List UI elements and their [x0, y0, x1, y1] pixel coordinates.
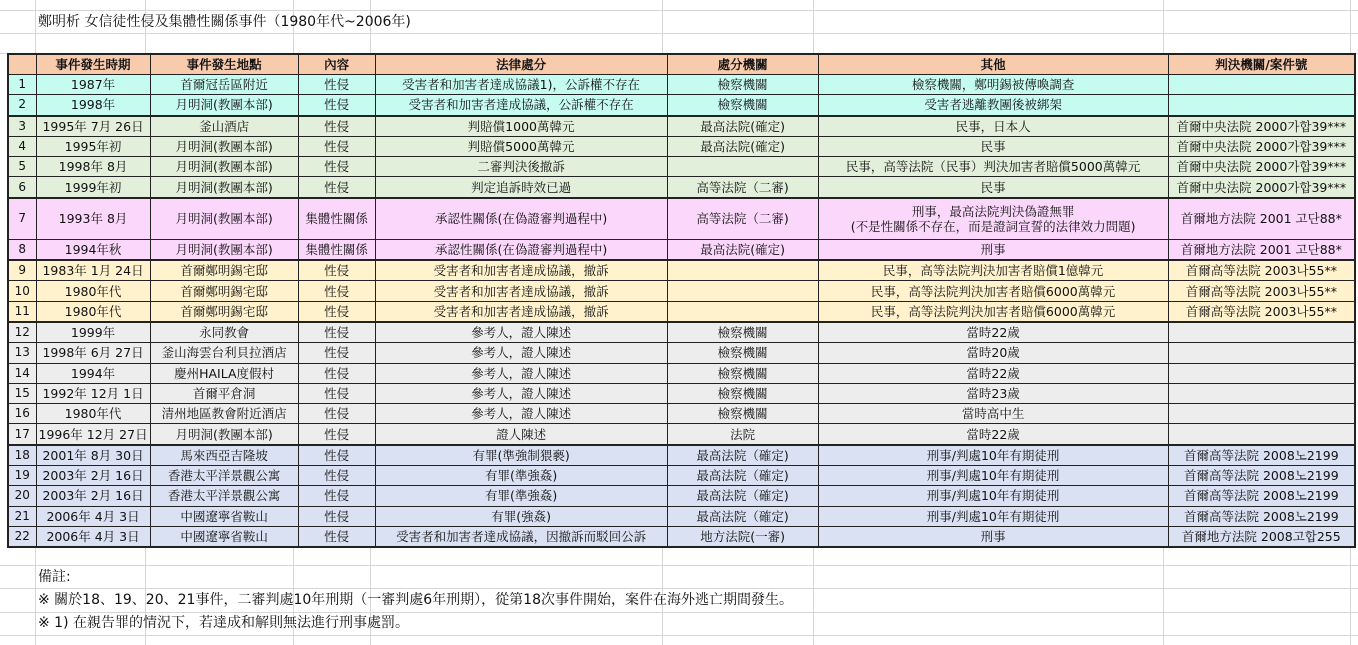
cell-date[interactable]: 1996年 12月 27日	[36, 424, 150, 445]
cell-authority[interactable]: 檢察機關	[667, 383, 818, 403]
cell-case[interactable]: 首爾地方法院 2001 고단88*	[1168, 239, 1355, 260]
cell-date[interactable]: 2006年 4月 3日	[36, 506, 150, 526]
cell-other[interactable]: 民事，高等法院判決加害者賠償6000萬韓元	[818, 281, 1168, 301]
cell-index[interactable]: 8	[8, 239, 36, 260]
cell-other[interactable]: 當時22歲	[818, 424, 1168, 445]
cell-date[interactable]: 1980年代	[36, 404, 150, 424]
cell-other[interactable]: 民事	[818, 136, 1168, 156]
cell-case[interactable]	[1168, 75, 1355, 95]
cell-other[interactable]: 刑事/判處10年有期徒刑	[818, 466, 1168, 486]
header-index[interactable]	[8, 54, 36, 75]
cell-content[interactable]: 性侵	[298, 177, 375, 198]
cell-legal[interactable]: 承認性關係(在偽證審判過程中)	[375, 239, 667, 260]
cell-other[interactable]	[818, 198, 1168, 240]
cell-content[interactable]: 性侵	[298, 136, 375, 156]
note-line-1: ※ 關於18、19、20、21事件，二審判處10年刑期（一審判處6年刑期），從第18次事件開始，案件在海外逃亡期間發生。	[38, 592, 793, 608]
cell-content[interactable]: 性侵	[298, 281, 375, 301]
cell-content[interactable]: 性侵	[298, 116, 375, 137]
cell-place[interactable]: 釜山海雲台利貝拉酒店	[150, 343, 298, 363]
cell-authority[interactable]: 檢察機關	[667, 404, 818, 424]
cell-case[interactable]: 首爾高等法院 2008노2199	[1168, 506, 1355, 526]
cell-date[interactable]: 1995年初	[36, 136, 150, 156]
table-row	[8, 136, 1355, 156]
cell-legal[interactable]: 受害者和加害者達成協議1)，公訴權不存在	[375, 75, 667, 95]
cell-date[interactable]: 1987年	[36, 75, 150, 95]
cell-content[interactable]: 性侵	[298, 301, 375, 322]
cell-case[interactable]	[1168, 383, 1355, 403]
cell-authority[interactable]	[667, 260, 818, 281]
cell-place[interactable]: 清州地區教會附近酒店	[150, 404, 298, 424]
table-row	[8, 343, 1355, 363]
cell-date[interactable]: 1998年 8月	[36, 157, 150, 177]
cell-authority[interactable]: 高等法院（二審)	[667, 198, 818, 240]
table-row	[8, 466, 1355, 486]
table-row	[8, 157, 1355, 177]
cell-case[interactable]: 首爾中央法院 2000가합39***	[1168, 116, 1355, 137]
cell-date[interactable]: 1998年	[36, 95, 150, 116]
cell-other[interactable]: 刑事	[818, 239, 1168, 260]
cell-content[interactable]: 性侵	[298, 75, 375, 95]
cell-place[interactable]: 首爾平倉洞	[150, 383, 298, 403]
cell-date[interactable]: 1994年秋	[36, 239, 150, 260]
cell-place[interactable]: 首爾鄭明錫宅邸	[150, 281, 298, 301]
cell-place[interactable]: 釜山酒店	[150, 116, 298, 137]
cell-other[interactable]: 民事	[818, 177, 1168, 198]
cell-other[interactable]: 當時20歲	[818, 343, 1168, 363]
table-row	[8, 526, 1355, 547]
cell-date[interactable]: 2001年 8月 30日	[36, 445, 150, 466]
cell-case[interactable]: 首爾地方法院 2001 고단88*	[1168, 198, 1355, 240]
cell-authority[interactable]	[667, 301, 818, 322]
cell-legal[interactable]: 有罪(準強制猥褻)	[375, 445, 667, 466]
cell-index[interactable]: 16	[8, 404, 36, 424]
cell-case[interactable]	[1168, 343, 1355, 363]
cell-authority[interactable]: 檢察機關	[667, 75, 818, 95]
cell-place[interactable]: 首爾鄭明錫宅邸	[150, 301, 298, 322]
cell-date[interactable]: 1992年 12月 1日	[36, 383, 150, 403]
cell-other[interactable]: 受害者逃離教團後被綁架	[818, 95, 1168, 116]
table-row	[8, 424, 1355, 445]
cell-date[interactable]: 1980年代	[36, 281, 150, 301]
header-place[interactable]: 事件發生地點	[150, 54, 298, 75]
cell-other[interactable]: 當時22歲	[818, 322, 1168, 343]
cell-legal[interactable]: 承認性關係(在偽證審判過程中)	[375, 198, 667, 240]
cell-index[interactable]: 15	[8, 383, 36, 403]
cell-index[interactable]: 7	[8, 198, 36, 240]
cell-authority[interactable]: 最高法院(確定)	[667, 116, 818, 137]
cell-other[interactable]: 檢察機關，鄭明錫被傳喚調查	[818, 75, 1168, 95]
table-row	[8, 301, 1355, 322]
cell-case[interactable]: 首爾高等法院 2003나55**	[1168, 281, 1355, 301]
header-other[interactable]: 其他	[818, 54, 1168, 75]
cell-legal[interactable]: 參考人，證人陳述	[375, 322, 667, 343]
cell-other[interactable]: 民事，日本人	[818, 116, 1168, 137]
header-case[interactable]: 判決機關/案件號	[1168, 54, 1355, 75]
cell-authority[interactable]: 高等法院（二審)	[667, 177, 818, 198]
cell-date[interactable]: 1999年	[36, 322, 150, 343]
cell-content[interactable]: 性侵	[298, 466, 375, 486]
cell-other[interactable]: 民事，高等法院判決加害者賠償1億韓元	[818, 260, 1168, 281]
cell-other[interactable]: 當時高中生	[818, 404, 1168, 424]
cell-date[interactable]: 2003年 2月 16日	[36, 466, 150, 486]
cell-index[interactable]: 13	[8, 343, 36, 363]
table-row	[8, 95, 1355, 116]
cell-other[interactable]: 刑事	[818, 526, 1168, 547]
cell-content[interactable]: 性侵	[298, 157, 375, 177]
cell-legal[interactable]: 有罪(準強姦)	[375, 486, 667, 506]
cell-case[interactable]: 首爾中央法院 2000가합39***	[1168, 157, 1355, 177]
table-row	[8, 239, 1355, 260]
cell-content[interactable]: 性侵	[298, 445, 375, 466]
cell-date[interactable]: 1980年代	[36, 301, 150, 322]
cell-date[interactable]: 1994年	[36, 363, 150, 383]
cell-content[interactable]: 性侵	[298, 383, 375, 403]
table-row	[8, 322, 1355, 343]
cell-content[interactable]: 性侵	[298, 486, 375, 506]
cell-authority[interactable]	[667, 281, 818, 301]
cell-legal[interactable]: 判定追訴時效已過	[375, 177, 667, 198]
cell-case[interactable]	[1168, 363, 1355, 383]
cell-content[interactable]: 性侵	[298, 95, 375, 116]
cell-place[interactable]: 月明洞(教團本部)	[150, 239, 298, 260]
cell-authority[interactable]: 檢察機關	[667, 95, 818, 116]
table-row	[8, 486, 1355, 506]
table-row	[8, 198, 1355, 240]
cell-index[interactable]: 6	[8, 177, 36, 198]
cell-index[interactable]: 18	[8, 445, 36, 466]
cell-case[interactable]	[1168, 95, 1355, 116]
sheet-title: 鄭明析 女信徒性侵及集體性關係事件（1980年代~2006年)	[38, 14, 411, 30]
header-content[interactable]: 內容	[298, 54, 375, 75]
cell-content[interactable]: 性侵	[298, 404, 375, 424]
cell-index[interactable]: 5	[8, 157, 36, 177]
note-line-2: ※ 1) 在親告罪的情況下，若達成和解則無法進行刑事處罰。	[38, 615, 409, 631]
cell-date[interactable]: 1998年 6月 27日	[36, 343, 150, 363]
cell-authority[interactable]: 最高法院（確定)	[667, 506, 818, 526]
cell-authority[interactable]: 檢察機關	[667, 343, 818, 363]
cell-date[interactable]: 1983年 1月 24日	[36, 260, 150, 281]
cell-case[interactable]	[1168, 424, 1355, 445]
header-authority[interactable]: 處分機關	[667, 54, 818, 75]
cell-index[interactable]: 11	[8, 301, 36, 322]
cell-index[interactable]: 10	[8, 281, 36, 301]
cell-other-line-1: 刑事，最高法院判決偽證無罪	[911, 203, 1075, 219]
cell-legal[interactable]: 受害者和加害者達成協議，公訴權不存在	[375, 95, 667, 116]
cell-place[interactable]: 慶州HAILA度假村	[150, 363, 298, 383]
cell-legal[interactable]: 參考人，證人陳述	[375, 404, 667, 424]
table-row	[8, 445, 1355, 466]
cell-index[interactable]: 3	[8, 116, 36, 137]
cell-authority[interactable]: 檢察機關	[667, 322, 818, 343]
cell-date[interactable]: 2003年 2月 16日	[36, 486, 150, 506]
cell-place[interactable]: 中國遼寧省鞍山	[150, 506, 298, 526]
cell-date[interactable]: 1995年 7月 26日	[36, 116, 150, 137]
cell-case[interactable]: 首爾中央法院 2000가합39***	[1168, 177, 1355, 198]
cell-place[interactable]: 首爾鄭明錫宅邸	[150, 260, 298, 281]
cell-index[interactable]: 1	[8, 75, 36, 95]
cell-other[interactable]: 刑事/判處10年有期徒刑	[818, 506, 1168, 526]
cell-place[interactable]: 月明洞(教團本部)	[150, 157, 298, 177]
cell-case[interactable]	[1168, 404, 1355, 424]
cell-index[interactable]: 20	[8, 486, 36, 506]
cell-index[interactable]: 21	[8, 506, 36, 526]
cell-legal[interactable]: 判賠償1000萬韓元	[375, 116, 667, 137]
cell-place[interactable]: 月明洞(教團本部)	[150, 136, 298, 156]
cell-place[interactable]: 月明洞(教團本部)	[150, 95, 298, 116]
cell-index[interactable]: 14	[8, 363, 36, 383]
cell-case[interactable]	[1168, 322, 1355, 343]
cell-index[interactable]: 17	[8, 424, 36, 445]
cell-authority[interactable]: 檢察機關	[667, 363, 818, 383]
cell-authority[interactable]: 地方法院(一審)	[667, 526, 818, 547]
cell-content[interactable]: 性侵	[298, 526, 375, 547]
cell-case[interactable]: 首爾高等法院 2008노2199	[1168, 466, 1355, 486]
cell-index[interactable]: 2	[8, 95, 36, 116]
table-row	[8, 404, 1355, 424]
cell-place[interactable]: 永同教會	[150, 322, 298, 343]
cell-authority[interactable]: 最高法院（確定)	[667, 466, 818, 486]
cell-content[interactable]: 集體性關係	[298, 239, 375, 260]
cell-place[interactable]: 月明洞(教團本部)	[150, 424, 298, 445]
table-row	[8, 363, 1355, 383]
notes-label: 備註:	[38, 569, 71, 585]
cell-content[interactable]: 性侵	[298, 424, 375, 445]
cell-legal[interactable]: 參考人，證人陳述	[375, 363, 667, 383]
cell-legal[interactable]: 受害者和加害者達成協議，撤訴	[375, 260, 667, 281]
cell-case[interactable]: 首爾高等法院 2003나55**	[1168, 260, 1355, 281]
cell-legal[interactable]: 判賠償5000萬韓元	[375, 136, 667, 156]
cell-other[interactable]: 民事，高等法院判決加害者賠償6000萬韓元	[818, 301, 1168, 322]
header-date[interactable]: 事件發生時期	[36, 54, 150, 75]
cell-authority[interactable]: 最高法院(確定)	[667, 239, 818, 260]
cell-place[interactable]: 馬來西亞吉隆坡	[150, 445, 298, 466]
cell-case[interactable]: 首爾高等法院 2003나55**	[1168, 301, 1355, 322]
cell-case[interactable]: 首爾高等法院 2008노2199	[1168, 486, 1355, 506]
cell-date[interactable]: 2006年 4月 3日	[36, 526, 150, 547]
cell-place[interactable]: 香港太平洋景觀公寓	[150, 486, 298, 506]
table-row	[8, 260, 1355, 281]
cell-index[interactable]: 22	[8, 526, 36, 547]
table-row	[8, 383, 1355, 403]
cell-other[interactable]: 刑事/判處10年有期徒刑	[818, 445, 1168, 466]
cell-place[interactable]: 首爾冠岳區附近	[150, 75, 298, 95]
table-row	[8, 116, 1355, 137]
cell-authority[interactable]: 最高法院(確定)	[667, 136, 818, 156]
cell-legal[interactable]: 受害者和加害者達成協議，撤訴	[375, 281, 667, 301]
cell-legal[interactable]: 證人陳述	[375, 424, 667, 445]
cell-index[interactable]: 12	[8, 322, 36, 343]
cell-date[interactable]: 1993年 8月	[36, 198, 150, 240]
cell-place[interactable]: 月明洞(教團本部)	[150, 177, 298, 198]
cell-other[interactable]: 刑事/判處10年有期徒刑	[818, 486, 1168, 506]
cell-other[interactable]: 當時22歲	[818, 363, 1168, 383]
cell-place[interactable]: 中國遼寧省鞍山	[150, 526, 298, 547]
cell-case[interactable]: 首爾高等法院 2008노2199	[1168, 445, 1355, 466]
table-row	[8, 506, 1355, 526]
cell-other[interactable]: 當時23歲	[818, 383, 1168, 403]
cell-index[interactable]: 4	[8, 136, 36, 156]
cell-index[interactable]: 9	[8, 260, 36, 281]
cell-content[interactable]: 性侵	[298, 260, 375, 281]
cell-case[interactable]: 首爾地方法院 2008고합255	[1168, 526, 1355, 547]
cell-place[interactable]: 香港太平洋景觀公寓	[150, 466, 298, 486]
header-legal[interactable]: 法律處分	[375, 54, 667, 75]
cell-content[interactable]: 性侵	[298, 506, 375, 526]
cell-other-line-2: (不是性關係不存在，而是證詞宣誓的法律效力問題)	[850, 218, 1136, 234]
cell-legal[interactable]: 參考人，證人陳述	[375, 383, 667, 403]
cell-legal[interactable]: 受害者和加害者達成協議，撤訴	[375, 301, 667, 322]
cell-content[interactable]: 性侵	[298, 363, 375, 383]
cell-legal[interactable]: 參考人，證人陳述	[375, 343, 667, 363]
cell-case[interactable]: 首爾中央法院 2000가합39***	[1168, 136, 1355, 156]
cell-content[interactable]: 性侵	[298, 322, 375, 343]
cell-authority[interactable]: 最高法院（確定)	[667, 445, 818, 466]
cell-legal[interactable]: 受害者和加害者達成協議，因撤訴而駁回公訴	[375, 526, 667, 547]
cell-legal[interactable]: 有罪(強姦)	[375, 506, 667, 526]
cell-legal[interactable]: 有罪(準強姦)	[375, 466, 667, 486]
cell-other[interactable]: 民事，高等法院（民事）判決加害者賠償5000萬韓元	[818, 157, 1168, 177]
table-header-row	[8, 54, 1355, 75]
table-row	[8, 75, 1355, 95]
table-row	[8, 177, 1355, 198]
cell-authority[interactable]: 最高法院（確定)	[667, 486, 818, 506]
cell-place[interactable]: 月明洞(教團本部)	[150, 198, 298, 240]
cell-authority[interactable]: 法院	[667, 424, 818, 445]
cell-authority[interactable]	[667, 157, 818, 177]
cell-index[interactable]: 19	[8, 466, 36, 486]
cell-content[interactable]: 性侵	[298, 343, 375, 363]
cell-date[interactable]: 1999年初	[36, 177, 150, 198]
table-row	[8, 281, 1355, 301]
cell-content[interactable]: 集體性關係	[298, 198, 375, 240]
cell-legal[interactable]: 二審判決後撤訴	[375, 157, 667, 177]
events-table	[7, 53, 1356, 548]
